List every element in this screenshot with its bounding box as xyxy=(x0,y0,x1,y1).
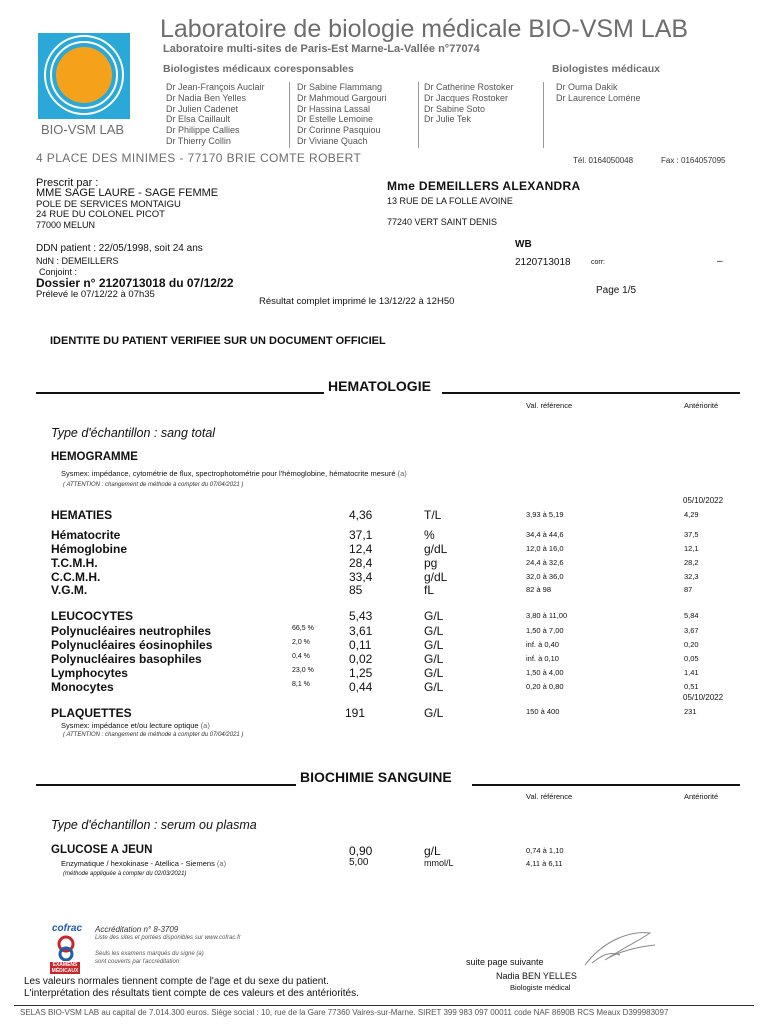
page-number: Page 1/5 xyxy=(596,285,637,296)
result-unit: G/L xyxy=(424,638,444,652)
result-percent: 8,1 % xyxy=(292,681,310,688)
anteriorite-date-1: 05/10/2022 xyxy=(683,496,724,505)
hemogramme-method: Sysmex: impédance, cytométrie de flux, spectrophotométrie pour l'hémoglobine, hématocrite mesuré (a) xyxy=(61,469,407,478)
result-anteriorite: 28,2 xyxy=(684,558,699,567)
result-anteriorite: 32,3 xyxy=(684,572,699,581)
doctor-list-1 xyxy=(166,82,265,147)
result-ref: inf. à 0,10 xyxy=(526,654,559,663)
plaquettes-ref: 150 à 400 xyxy=(526,707,560,716)
result-ref: 12,0 à 16,0 xyxy=(526,544,564,553)
result-name: Polynucléaires neutrophiles xyxy=(51,624,212,638)
biochimie-val-ref-header: Val. référence xyxy=(526,792,573,801)
lab-logo xyxy=(38,33,130,119)
doctor-name: Dr Thierry Collin xyxy=(166,135,231,146)
footer-note-1: Les valeurs normales tiennent compte de l'age et du sexe du patient. xyxy=(24,976,329,987)
wb-label: WB xyxy=(515,239,532,250)
glucose-unit: g/L xyxy=(424,844,441,858)
glucose-method: Enzymatique / hexokinase - Atellica - Siemens (a) xyxy=(61,859,227,868)
result-ref: 24,4 à 32,6 xyxy=(526,558,564,567)
result-anteriorite: 0,20 xyxy=(684,640,699,649)
result-ref: 1,50 à 4,00 xyxy=(526,668,564,677)
patient-address2: 77240 VERT SAINT DENIS xyxy=(387,217,498,227)
logo-caption: BIO-VSM LAB xyxy=(41,122,125,137)
hemogramme-attention: ( ATTENTION : changement de méthode à compter du 07/04/2021 ) xyxy=(63,482,244,488)
doctor-name: Dr Laurence Loméne xyxy=(556,92,641,103)
result-unit: pg xyxy=(424,556,438,570)
result-name: Hémoglobine xyxy=(51,542,128,556)
doctor-list-2 xyxy=(297,82,387,147)
doctor-name: Dr Elsa Caillault xyxy=(166,114,231,125)
doctor-list-3 xyxy=(424,82,514,125)
result-name: Polynucléaires basophiles xyxy=(51,652,202,666)
patient-conjoint: Conjoint : xyxy=(39,267,78,277)
doctor-name: Dr Jean-François Auclair xyxy=(166,82,265,92)
footer-note-2: L'interprétation des résultats tient compte de ces valeurs et des antériorités. xyxy=(24,988,359,999)
result-anteriorite: 3,67 xyxy=(684,626,699,635)
glucose-name: GLUCOSE A JEUN xyxy=(51,844,153,856)
result-value: 0,44 xyxy=(349,680,373,694)
doctor-name: Dr Viviane Quach xyxy=(297,135,368,146)
next-page-note: suite page suivante xyxy=(466,957,544,967)
biochimie-sample-type: Type d'échantillon : serum ou plasma xyxy=(51,818,257,832)
signer-title: Biologiste médical xyxy=(510,983,571,992)
cofrac-emblem-icon xyxy=(52,935,80,961)
doctor-name: Dr Nadia Ben Yelles xyxy=(166,92,247,103)
result-printed: Résultat complet imprimé le 13/12/22 à 12H50 xyxy=(259,296,455,307)
result-value: 37,1 xyxy=(349,528,373,542)
glucose-ref: 0,74 à 1,10 xyxy=(526,846,564,855)
result-value: 33,4 xyxy=(349,570,373,584)
result-name: Monocytes xyxy=(51,680,114,694)
doctor-name: Dr Jacques Rostoker xyxy=(424,92,509,103)
doctor-name: Dr Julien Cadenet xyxy=(166,103,239,114)
cofrac-logo: cofrac xyxy=(52,923,83,934)
signer-name: Nadia BEN YELLES xyxy=(496,971,577,981)
sample-date: Prélevé le 07/12/22 à 07h35 xyxy=(36,289,155,300)
result-anteriorite: 5,84 xyxy=(684,611,699,620)
result-ref: 32,0 à 36,0 xyxy=(526,572,564,581)
glucose-value: 0,90 xyxy=(349,844,373,858)
result-unit: G/L xyxy=(424,680,444,694)
result-value: 0,11 xyxy=(349,638,372,652)
result-unit: G/L xyxy=(424,666,444,680)
result-unit: G/L xyxy=(424,624,444,638)
doctor-name: Dr Ouma Dakik xyxy=(556,82,618,92)
corr-label: corr: xyxy=(591,259,605,266)
result-value: 12,4 xyxy=(349,542,373,556)
lab-fax: Fax : 0164057095 xyxy=(661,156,726,165)
legal-footer: SELAS BIO-VSM LAB au capital de 7.014.300 euros. Siège social : 10, rue de la Gare 77360 Vaires-sur-Marne. SIRET 399 983 097 00011 code NAF 8690B RCS Meaux D399983097 xyxy=(20,1008,669,1017)
biochimie-title: BIOCHIMIE SANGUINE xyxy=(300,769,452,785)
prescriber-name: MME SAGE LAURE - SAGE FEMME xyxy=(36,187,219,199)
result-name: Lymphocytes xyxy=(51,666,128,680)
result-name: Hématocrite xyxy=(51,528,121,542)
result-name: LEUCOCYTES xyxy=(51,609,134,623)
plaquettes-unit: G/L xyxy=(424,706,444,720)
result-ref: 34,4 à 44,6 xyxy=(526,530,564,539)
corr-value: – xyxy=(717,256,723,267)
dossier-number: Dossier n° 2120713018 du 07/12/22 xyxy=(36,276,234,290)
anteriorite-date-2: 05/10/2022 xyxy=(683,693,724,702)
result-unit: % xyxy=(424,528,435,542)
result-anteriorite: 37,5 xyxy=(684,530,699,539)
prescriber-label: Prescrit par : xyxy=(36,177,99,189)
result-name: HEMATIES xyxy=(51,508,113,522)
biochimie-anteriorite-header: Antériorité xyxy=(684,792,719,801)
prescriber-line3: 77000 MELUN xyxy=(36,220,96,230)
biologistes-heading: Biologistes médicaux xyxy=(552,63,660,75)
plaquettes-name: PLAQUETTES xyxy=(51,706,132,720)
examens-medicaux-label: EXAMENS MÉDICAUX xyxy=(51,962,79,974)
result-name: V.G.M. xyxy=(51,583,88,597)
result-anteriorite: 12,1 xyxy=(684,544,699,553)
result-value: 0,02 xyxy=(349,652,373,666)
result-value: 1,25 xyxy=(349,666,373,680)
result-unit: T/L xyxy=(424,508,442,522)
doctor-name: Dr Sabine Flammang xyxy=(297,82,383,92)
accreditation-signe1: Seuls les examens marqués du signe (a) xyxy=(95,951,204,957)
plaquettes-attention: ( ATTENTION : changement de méthode à compter du 07/04/2021 ) xyxy=(63,732,244,738)
glucose-method-note: (méthode appliquée à compter du 02/03/2021) xyxy=(63,871,187,877)
result-value: 28,4 xyxy=(349,556,373,570)
result-unit: g/dL xyxy=(424,570,448,584)
doctor-name: Dr Mahmoud Gargouri xyxy=(297,92,387,103)
signature-icon xyxy=(580,925,660,970)
patient-ndn: NdN : DEMEILLERS xyxy=(36,256,119,266)
patient-name: Mme DEMEILLERS ALEXANDRA xyxy=(387,179,581,193)
patient-ddn: DDN patient : 22/05/1998, soit 24 ans xyxy=(36,243,203,254)
doctor-name: Dr Hassina Lassal xyxy=(297,103,371,114)
result-percent: 23,0 % xyxy=(292,667,314,674)
lab-title: Laboratoire de biologie médicale BIO-VSM LAB xyxy=(160,15,689,43)
result-name: Polynucléaires éosinophiles xyxy=(51,638,213,652)
result-name: C.C.M.H. xyxy=(51,570,101,584)
coresponsables-heading: Biologistes médicaux coresponsables xyxy=(163,63,354,75)
identity-note: IDENTITE DU PATIENT VERIFIEE SUR UN DOCUMENT OFFICIEL xyxy=(50,335,386,347)
glucose-unit-mmol: mmol/L xyxy=(424,858,454,868)
hemato-anteriorite-header: Antériorité xyxy=(684,401,719,410)
result-percent: 66,5 % xyxy=(292,625,314,632)
result-value: 5,43 xyxy=(349,609,373,623)
prescriber-line2: 24 RUE DU COLONEL PICOT xyxy=(36,209,165,220)
wb-number: 2120713018 xyxy=(515,257,571,268)
accreditation-signe2: sont couverts par l'accréditation xyxy=(95,959,180,965)
result-anteriorite: 87 xyxy=(684,585,693,594)
result-ref: inf. à 0,40 xyxy=(526,640,559,649)
glucose-ref-mmol: 4,11 à 6,11 xyxy=(526,859,563,868)
hemogramme-title: HEMOGRAMME xyxy=(51,451,138,463)
result-value: 4,36 xyxy=(349,508,373,522)
glucose-value-mmol: 5,00 xyxy=(349,857,369,868)
result-ref: 1,50 à 7,00 xyxy=(526,626,564,635)
plaquettes-method: Sysmex: impédance et/ou lecture optique (a) xyxy=(61,721,210,730)
doctor-name: Dr Corinne Pasquiou xyxy=(297,125,381,136)
lab-phone: Tél. 0164050048 xyxy=(573,156,634,165)
result-unit: G/L xyxy=(424,609,444,623)
hemato-val-ref-header: Val. référence xyxy=(526,401,573,410)
result-value: 85 xyxy=(349,583,363,597)
result-value: 3,61 xyxy=(349,624,373,638)
result-name: T.C.M.H. xyxy=(51,556,98,570)
doctor-name: Dr Julie Tek xyxy=(424,114,471,125)
result-unit: g/dL xyxy=(424,542,448,556)
result-ref: 3,80 à 11,00 xyxy=(526,611,568,620)
result-percent: 2,0 % xyxy=(292,639,310,646)
result-unit: G/L xyxy=(424,652,444,666)
result-ref: 82 à 98 xyxy=(526,585,552,594)
hematologie-title: HEMATOLOGIE xyxy=(328,378,431,394)
doctor-name: Dr Estelle Lemoine xyxy=(297,114,374,125)
plaquettes-value: 191 xyxy=(345,706,366,720)
result-percent: 0,4 % xyxy=(292,653,310,660)
result-anteriorite: 4,29 xyxy=(684,510,699,519)
hemato-sample-type: Type d'échantillon : sang total xyxy=(51,426,216,440)
plaquettes-ant: 231 xyxy=(684,707,697,716)
result-anteriorite: 0,05 xyxy=(684,654,699,663)
doctor-name: Dr Sabine Soto xyxy=(424,103,486,114)
prescriber-line1: POLE DE SERVICES MONTAIGU xyxy=(36,199,181,210)
accreditation-number: Accréditation n° 8-3709 xyxy=(95,925,179,934)
lab-address: 4 PLACE DES MINIMES - 77170 BRIE COMTE ROBERT xyxy=(36,151,362,165)
lab-subtitle: Laboratoire multi-sites de Paris-Est Marne-La-Vallée n°77074 xyxy=(163,43,480,55)
result-ref: 3,93 à 5,19 xyxy=(526,510,564,519)
doctor-name: Dr Catherine Rostoker xyxy=(424,82,514,92)
result-ref: 0,20 à 0,80 xyxy=(526,682,564,691)
result-unit: fL xyxy=(424,583,435,597)
result-anteriorite: 0,51 xyxy=(684,682,699,691)
doctor-name: Dr Philippe Callies xyxy=(166,125,240,136)
doctor-list-4 xyxy=(556,82,641,104)
accreditation-sub: Liste des sites et portées disponibles sur www.cofrac.fr xyxy=(95,935,241,941)
result-anteriorite: 1,41 xyxy=(684,668,699,677)
patient-address1: 13 RUE DE LA FOLLE AVOINE xyxy=(387,196,513,206)
